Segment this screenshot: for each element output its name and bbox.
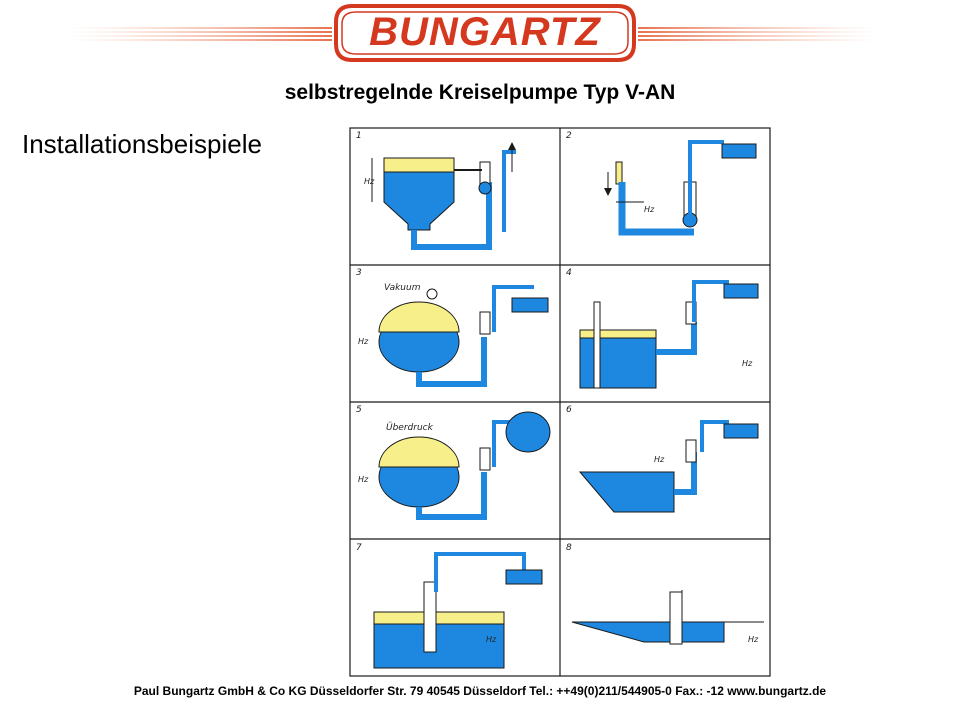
page-subtitle: selbstregelnde Kreiselpumpe Typ V-AN [284,81,676,104]
installation-diagram-svg [344,122,772,678]
height-label-8: Hz [748,635,759,644]
logo-text: BUNGARTZ [369,10,601,54]
cell-number-6: 6 [566,405,572,415]
cell-label-vakuum: Vakuum [384,283,421,293]
cell-number-5: 5 [356,405,362,415]
cell-number-8: 8 [566,543,572,553]
cell-label-ueberdruck: Überdruck [386,423,433,433]
height-label-4: Hz [742,359,753,368]
cell-number-1: 1 [356,131,362,141]
section-title: Installationsbeispiele [22,129,262,159]
height-label-1: Hz [364,177,375,186]
company-footer: Paul Bungartz GmbH & Co KG Düsseldorfer Str. 79 40545 Düsseldorf Tel.: ++49(0)211/544905-0 Fax.: -12 www.bungartz.de [133,684,827,698]
height-label-6: Hz [654,455,665,464]
installation-diagram [344,122,772,678]
height-label-2: Hz [644,205,655,214]
cell-number-7: 7 [356,543,362,553]
left-stripes [70,27,332,41]
height-label-3: Hz [358,337,369,346]
height-label-7: Hz [486,635,497,644]
bungartz-logo [330,2,640,64]
right-stripes [638,27,878,41]
cell-number-3: 3 [356,268,362,278]
height-label-5: Hz [358,475,369,484]
cell-number-4: 4 [566,268,572,278]
cell-number-2: 2 [566,131,572,141]
